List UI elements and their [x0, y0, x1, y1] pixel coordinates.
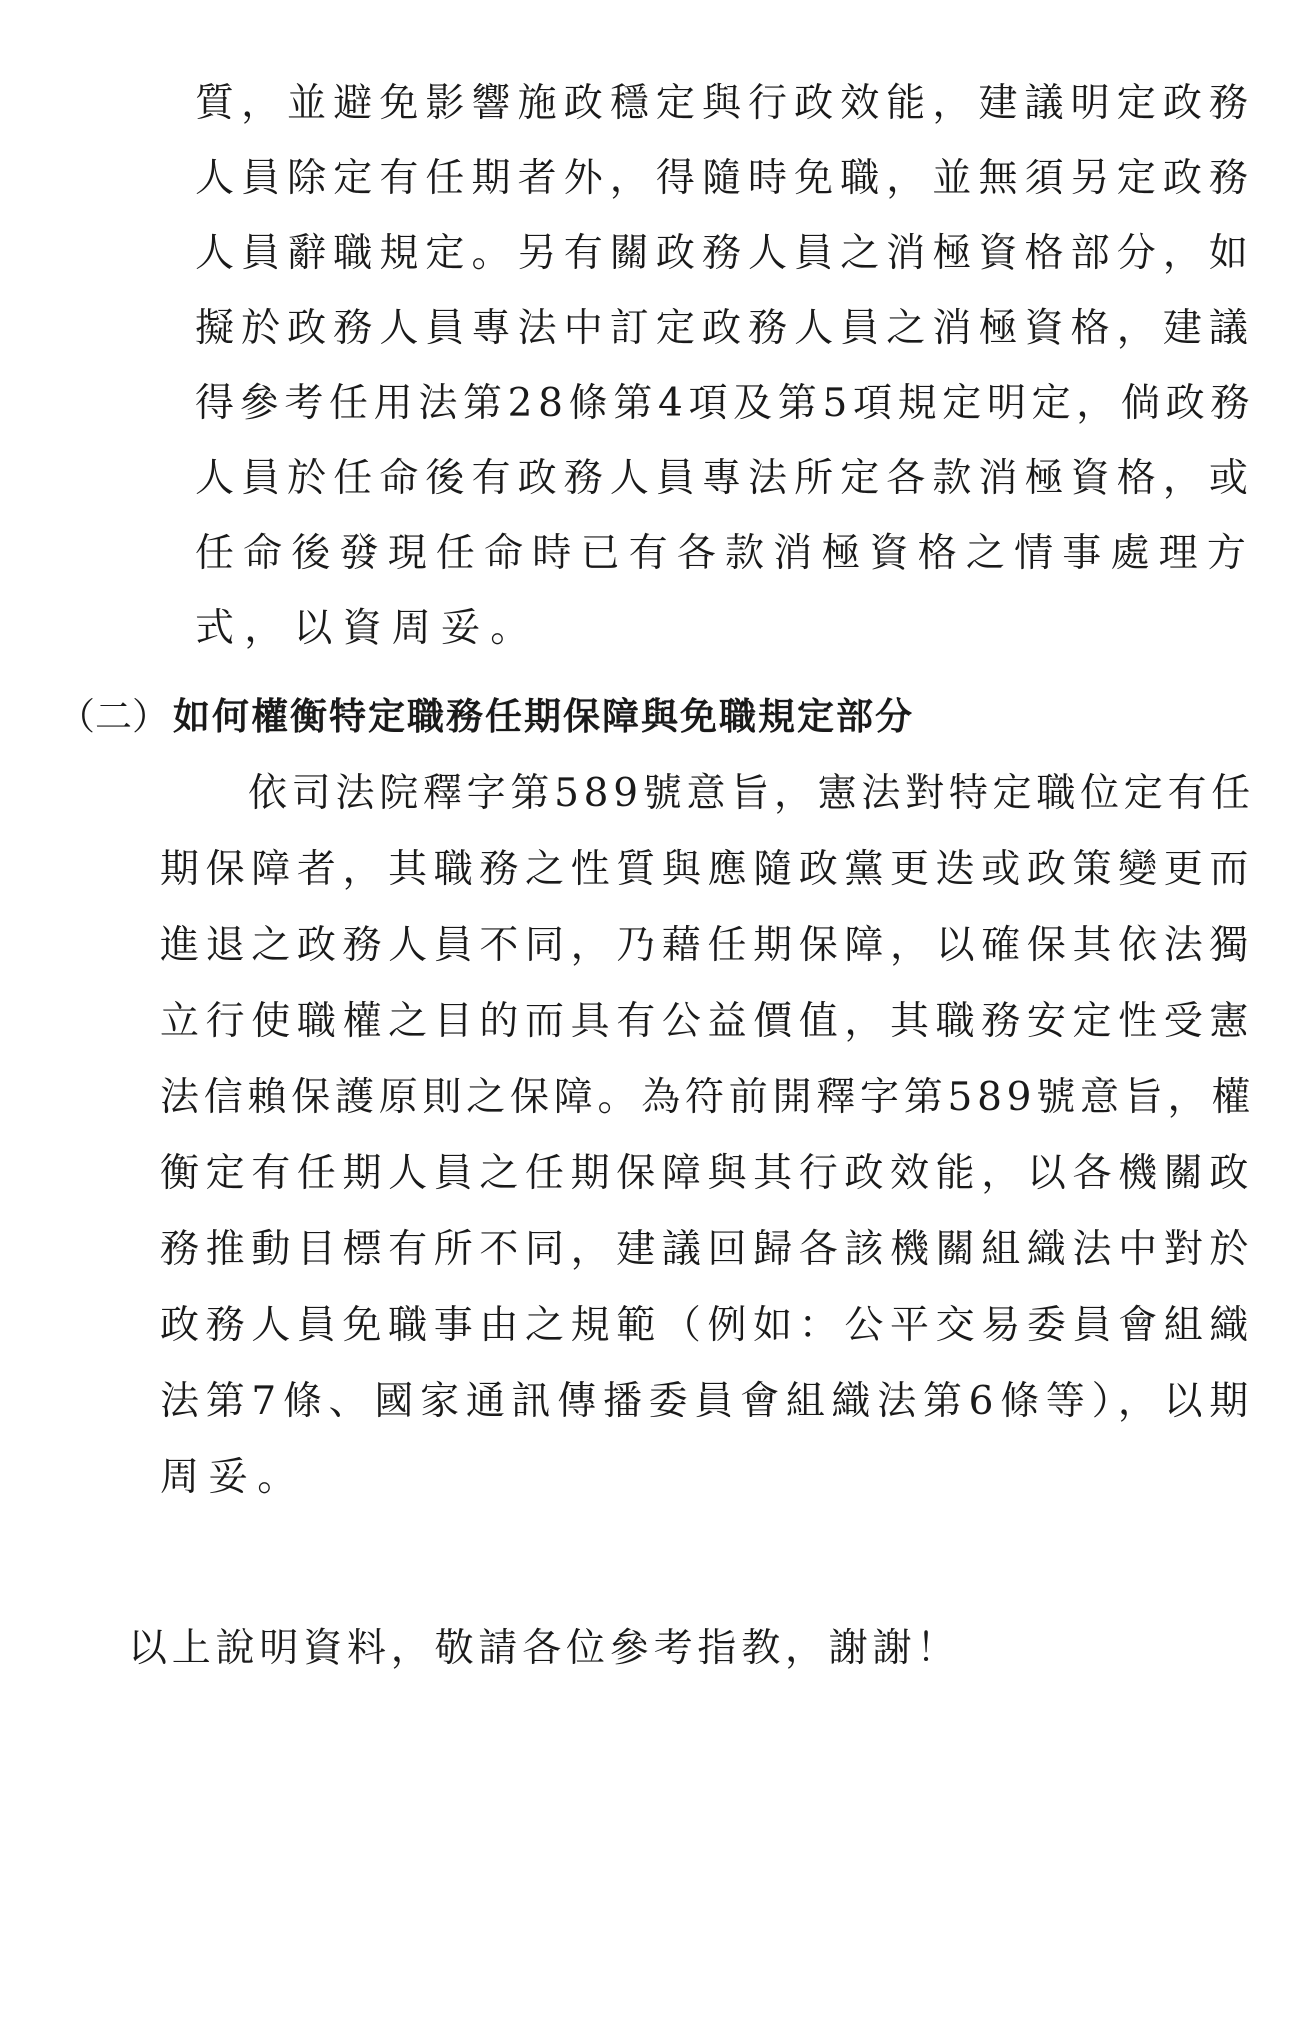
section-heading: [58, 693, 914, 741]
paragraph-line: 依司法院釋字第589號意旨，憲法對特定職位定有任: [248, 771, 1255, 816]
paragraph-line: 人員於任命後有政務人員專法所定各款消極資格，或: [195, 456, 1255, 501]
paragraph-line: 擬於政務人員專法中訂定政務人員之消極資格，建議: [195, 306, 1255, 351]
paragraph-line: 政務人員免職事由之規範（例如：公平交易委員會組織: [160, 1303, 1255, 1348]
paragraph-line: 質，並避免影響施政穩定與行政效能，建議明定政務: [195, 81, 1255, 126]
paragraph-line: 務推動目標有所不同，建議回歸各該機關組織法中對於: [160, 1227, 1255, 1272]
paragraph-line: 式，以資周妥。: [195, 606, 540, 651]
paragraph-line: 進退之政務人員不同，乃藉任期保障，以確保其依法獨: [160, 923, 1255, 968]
paragraph-line: 法第7條、國家通訊傳播委員會組織法第6條等），以期: [160, 1379, 1255, 1424]
paragraph-line: 人員除定有任期者外，得隨時免職，並無須另定政務: [195, 156, 1255, 201]
paragraph-line: 得參考任用法第28條第4項及第5項規定明定，倘政務: [195, 381, 1255, 426]
paragraph-line: 衡定有任期人員之任期保障與其行政效能，以各機關政: [160, 1151, 1255, 1196]
paragraph-line: 期保障者，其職務之性質與應隨政黨更迭或政策變更而: [160, 847, 1255, 892]
section-number: （二）: [58, 695, 169, 738]
paragraph-line: 人員辭職規定。另有關政務人員之消極資格部分，如: [195, 231, 1255, 276]
paragraph-line: 法信賴保護原則之保障。為符前開釋字第589號意旨，權: [160, 1075, 1255, 1120]
section-title: 如何權衡特定職務任期保障與免職規定部分: [173, 695, 914, 738]
closing-remark: 以上說明資料，敬請各位參考指教，謝謝！: [128, 1626, 961, 1671]
paragraph-line: 周妥。: [160, 1455, 306, 1500]
paragraph-line: 任命後發現任命時已有各款消極資格之情事處理方: [195, 531, 1255, 576]
paragraph-line: 立行使職權之目的而具有公益價值，其職務安定性受憲: [160, 999, 1255, 1044]
